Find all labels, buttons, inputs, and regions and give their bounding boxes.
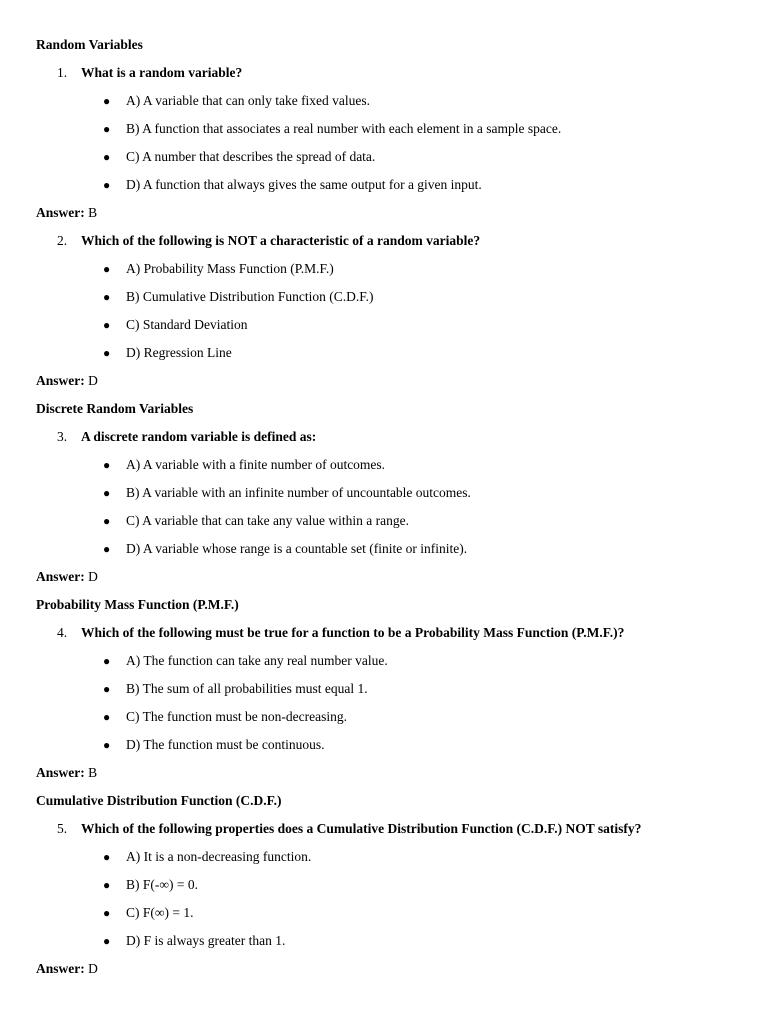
- bullet-icon: ●: [103, 738, 111, 752]
- option-text: B) A function that associates a real number with each element in a sample space.: [126, 121, 562, 136]
- bullet-icon: ●: [103, 486, 111, 500]
- question-number: 4.: [57, 625, 68, 640]
- answer-label: Answer:: [36, 373, 85, 388]
- bullet-icon: ●: [103, 94, 111, 108]
- option-text: A) The function can take any real number value.: [126, 653, 388, 668]
- answer-value: D: [88, 373, 98, 388]
- bullet-icon: ●: [103, 850, 111, 864]
- answer-value: D: [88, 961, 98, 976]
- bullet-icon: ●: [103, 122, 111, 136]
- option-text: D) F is always greater than 1.: [126, 933, 286, 948]
- bullet-icon: ●: [103, 178, 111, 192]
- option-text: C) A number that describes the spread of data.: [126, 149, 376, 164]
- bullet-icon: ●: [103, 150, 111, 164]
- question-text: Which of the following is NOT a characteristic of a random variable?: [81, 233, 481, 248]
- bullet-icon: ●: [103, 934, 111, 948]
- answer-label: Answer:: [36, 205, 85, 220]
- bullet-icon: ●: [103, 346, 111, 360]
- answer-value: D: [88, 569, 98, 584]
- option-text: D) Regression Line: [126, 345, 232, 360]
- answer-line: [36, 199, 97, 227]
- option-text: D) A function that always gives the same output for a given input.: [126, 177, 482, 192]
- option-text: C) A variable that can take any value within a range.: [126, 513, 410, 528]
- bullet-icon: ●: [103, 514, 111, 528]
- question-text: What is a random variable?: [81, 65, 243, 80]
- option-text: B) A variable with an infinite number of uncountable outcomes.: [126, 485, 471, 500]
- bullet-icon: ●: [103, 682, 111, 696]
- question-text: Which of the following must be true for a function to be a Probability Mass Function (P.M.F.)?: [81, 625, 625, 640]
- bullet-icon: ●: [103, 906, 111, 920]
- bullet-icon: ●: [103, 290, 111, 304]
- question-text: A discrete random variable is defined as:: [81, 429, 317, 444]
- option-text: A) A variable that can only take fixed values.: [126, 93, 371, 108]
- bullet-icon: ●: [103, 542, 111, 556]
- bullet-icon: ●: [103, 710, 111, 724]
- answer-label: Answer:: [36, 765, 85, 780]
- answer-line: [36, 759, 97, 787]
- option-text: B) Cumulative Distribution Function (C.D.F.): [126, 289, 374, 304]
- answer-line: [36, 563, 98, 591]
- answer-value: B: [88, 765, 98, 780]
- section-heading: Probability Mass Function (P.M.F.): [36, 597, 239, 612]
- answer-line: [36, 367, 98, 395]
- bullet-icon: ●: [103, 878, 111, 892]
- question-number: 1.: [57, 65, 68, 80]
- option-text: A) It is a non-decreasing function.: [126, 849, 312, 864]
- option-text: B) F(-∞) = 0.: [126, 877, 198, 892]
- option-text: A) A variable with a finite number of outcomes.: [126, 457, 386, 472]
- answer-label: Answer:: [36, 569, 85, 584]
- section-heading: Cumulative Distribution Function (C.D.F.): [36, 793, 282, 808]
- bullet-icon: ●: [103, 262, 111, 276]
- bullet-icon: ●: [103, 458, 111, 472]
- option-text: C) F(∞) = 1.: [126, 905, 194, 920]
- answer-value: B: [88, 205, 98, 220]
- option-text: D) The function must be continuous.: [126, 737, 325, 752]
- bullet-icon: ●: [103, 318, 111, 332]
- option-text: A) Probability Mass Function (P.M.F.): [126, 261, 334, 276]
- answer-label: Answer:: [36, 961, 85, 976]
- option-text: B) The sum of all probabilities must equal 1.: [126, 681, 368, 696]
- section-heading: Discrete Random Variables: [36, 401, 194, 416]
- question-number: 5.: [57, 821, 68, 836]
- option-text: D) A variable whose range is a countable set (finite or infinite).: [126, 541, 468, 556]
- section-heading: Random Variables: [36, 37, 143, 52]
- question-number: 3.: [57, 429, 68, 444]
- option-text: C) The function must be non-decreasing.: [126, 709, 347, 724]
- question-number: 2.: [57, 233, 68, 248]
- option-text: C) Standard Deviation: [126, 317, 248, 332]
- answer-line: [36, 955, 98, 983]
- question-text: Which of the following properties does a Cumulative Distribution Function (C.D.F.) NOT satisfy?: [81, 821, 642, 836]
- bullet-icon: ●: [103, 654, 111, 668]
